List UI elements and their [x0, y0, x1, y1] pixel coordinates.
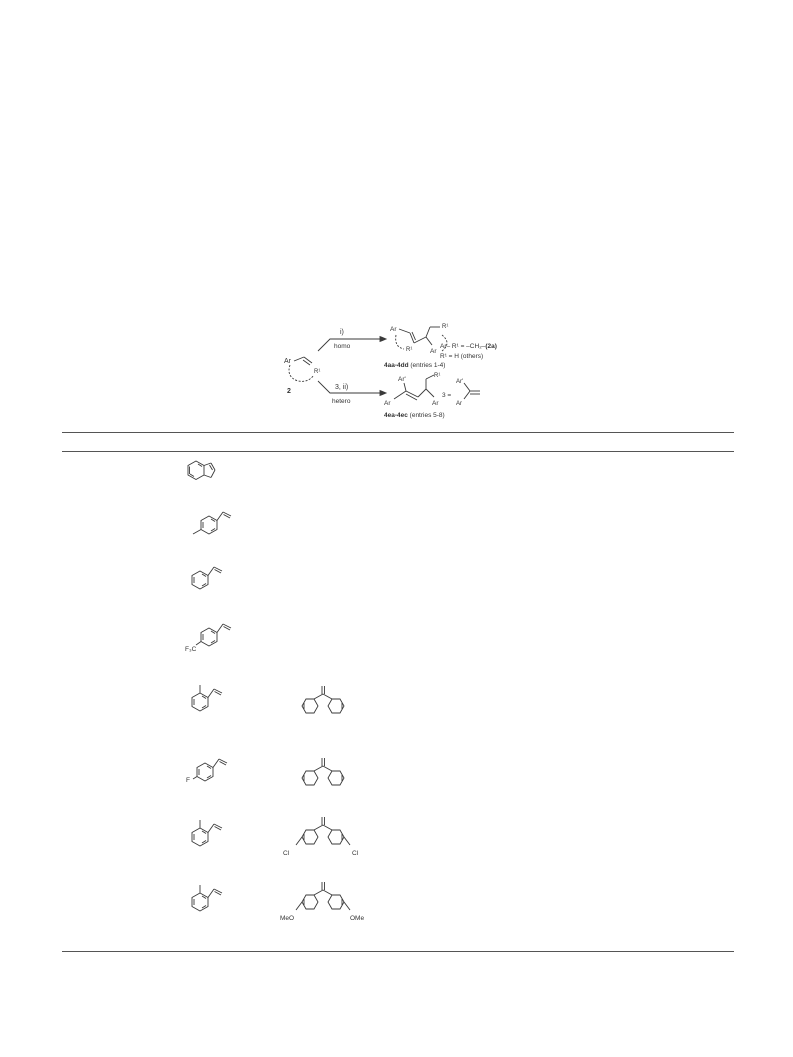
table-row: [150, 505, 650, 555]
table-row: [150, 452, 650, 502]
methoxy-label-right: OMe: [350, 915, 365, 922]
diphenylethylene-structure: [290, 752, 410, 802]
table-top-rule: [62, 432, 734, 433]
methoxy-label-left: MeO: [280, 915, 295, 922]
2-methylstyrene-structure: [150, 880, 250, 930]
atom-ar: Ar: [384, 400, 391, 407]
atom-ar: Ar: [456, 401, 462, 407]
styrene-structure: [150, 560, 250, 610]
atom-ar: Ar: [432, 400, 439, 407]
table-row: [150, 617, 650, 667]
scheme-graphic: [270, 315, 550, 425]
2-methylstyrene-structure: [150, 680, 250, 730]
table-row: [150, 560, 650, 610]
note-line1: Ar– R¹ = –CH₂–(2a): [440, 343, 497, 350]
hetero-reagent: 3, ii): [335, 384, 349, 391]
atom-arp: Ar': [456, 379, 464, 385]
homo-reagent: i): [340, 329, 344, 336]
homo-product-caption: 4aa-4dd (entries 1-4): [384, 362, 446, 369]
indene-structure: [150, 452, 230, 502]
note-line2: R¹ = H (others): [440, 353, 484, 360]
diphenylethylene-structure: [290, 680, 410, 730]
reagent3-label: 3 =: [442, 392, 452, 399]
atom-r1: R¹: [442, 324, 449, 330]
atom-ar: Ar: [390, 326, 397, 333]
table-row: [150, 880, 650, 930]
4-methylstyrene-structure: [150, 505, 250, 555]
table-bottom-rule: [62, 951, 734, 952]
substituent-label: F₃C: [185, 646, 197, 653]
substituent-label: F: [186, 777, 190, 784]
table-row: [150, 815, 650, 865]
atom-arp: Ar': [398, 376, 406, 383]
chloro-label-right: Cl: [352, 850, 359, 857]
atom-ar: Ar: [430, 348, 437, 355]
reagent3-structure: [456, 379, 480, 407]
reactant-alkene: [284, 357, 320, 381]
chloro-label-left: Cl: [283, 850, 290, 857]
2-methylstyrene-structure: [150, 815, 250, 865]
atom-ar: Ar: [284, 358, 291, 365]
bis-methoxyphenyl-ethylene-structure: [276, 880, 416, 930]
hetero-word: hetero: [332, 398, 351, 405]
hetero-product-structure: [384, 373, 440, 407]
homo-product-structure: [390, 324, 448, 355]
reaction-scheme: [270, 315, 550, 425]
hetero-product-caption: 4ea-4ec (entries 5-8): [384, 412, 445, 419]
4-fluorostyrene-structure: [150, 752, 250, 802]
4-trifluoromethylstyrene-structure: [150, 617, 250, 667]
table-row: [150, 752, 650, 802]
reactant-label: 2: [287, 388, 291, 395]
atom-r1: R¹: [314, 369, 321, 375]
atom-r1: R¹: [434, 373, 441, 379]
bis-chlorophenyl-ethylene-structure: [278, 815, 418, 865]
atom-r1: R¹: [406, 347, 413, 353]
table-row: [150, 680, 650, 730]
homo-word: homo: [334, 343, 351, 350]
